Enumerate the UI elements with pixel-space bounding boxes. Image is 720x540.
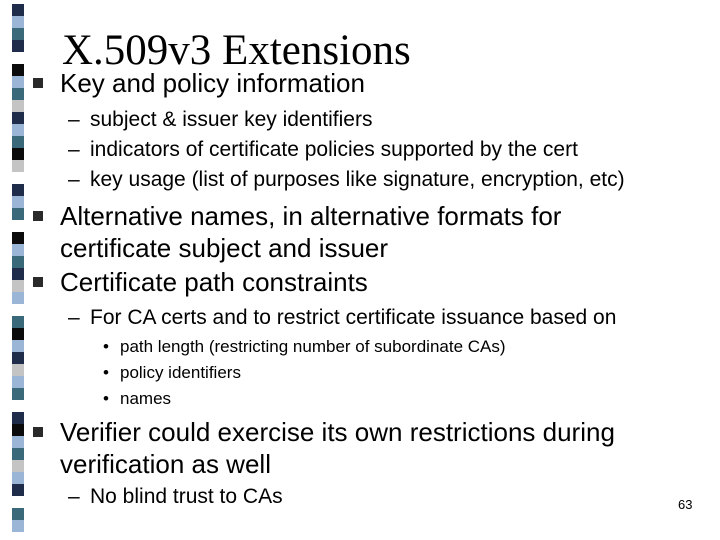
strip-square: [12, 364, 24, 376]
strip-square: [12, 184, 24, 196]
strip-square: [12, 4, 24, 16]
bullet-item: [60, 67, 680, 99]
strip-square: [12, 400, 24, 412]
slide-title: X.509v3 Extensions: [62, 27, 411, 74]
strip-square: [12, 448, 24, 460]
strip-square: [12, 160, 24, 172]
dash-icon: –: [68, 168, 80, 191]
strip-square: [12, 460, 24, 472]
strip-square: [12, 124, 24, 136]
sub-bullet-item: [68, 165, 625, 195]
strip-square: [12, 64, 24, 76]
strip-square: [12, 232, 24, 244]
square-bullet-icon: [33, 211, 43, 221]
strip-square: [12, 496, 24, 508]
decorative-side-strip: [0, 0, 24, 540]
dash-icon: –: [68, 306, 80, 329]
bullet-item: [60, 266, 680, 298]
strip-square: [12, 268, 24, 280]
strip-square: [12, 100, 24, 112]
strip-square: [12, 280, 24, 292]
dot-bullet-icon: •: [103, 363, 109, 382]
sub-sub-bullet-item: [103, 334, 506, 360]
strip-square: [12, 340, 24, 352]
strip-square: [12, 292, 24, 304]
strip-square: [12, 412, 24, 424]
bullet-text: Verifier could exercise its own restrictions during verification as well: [60, 417, 615, 479]
strip-square: [12, 244, 24, 256]
sub-bullet-text: No blind trust to CAs: [90, 485, 283, 508]
bullet-item: [60, 200, 620, 264]
strip-square: [12, 196, 24, 208]
square-bullet-icon: [33, 277, 43, 287]
strip-square: [12, 148, 24, 160]
sub-bullet-item: [68, 135, 578, 165]
strip-square: [12, 28, 24, 40]
strip-square: [12, 484, 24, 496]
sub-sub-bullet-item: [103, 386, 171, 412]
sub-bullet-item: [68, 482, 283, 512]
square-bullet-icon: [33, 78, 43, 88]
strip-square: [12, 52, 24, 64]
strip-square: [12, 520, 24, 532]
sub-sub-bullet-text: policy identifiers: [120, 363, 241, 382]
sub-bullet-text: key usage (list of purposes like signature, encryption, etc): [90, 168, 625, 191]
strip-square: [12, 40, 24, 52]
bullet-text: Key and policy information: [60, 68, 365, 98]
dot-bullet-icon: •: [103, 337, 109, 356]
sub-bullet-text: For CA certs and to restrict certificate issuance based on: [90, 306, 617, 329]
strip-square: [12, 328, 24, 340]
strip-square: [12, 424, 24, 436]
strip-square: [12, 172, 24, 184]
strip-square: [12, 16, 24, 28]
dash-icon: –: [68, 485, 80, 508]
square-bullet-icon: [33, 427, 43, 437]
strip-square: [12, 436, 24, 448]
sub-sub-bullet-text: path length (restricting number of subordinate CAs): [120, 337, 506, 356]
strip-square: [12, 256, 24, 268]
dash-icon: –: [68, 138, 80, 161]
dash-icon: –: [68, 108, 80, 131]
bullet-item: [60, 416, 690, 480]
sub-bullet-item: [68, 303, 616, 333]
bullet-text: Alternative names, in alternative formats for certificate subject and issuer: [60, 201, 562, 263]
strip-square: [12, 472, 24, 484]
strip-square: [12, 88, 24, 100]
strip-square: [12, 376, 24, 388]
sub-bullet-text: subject & issuer key identifiers: [90, 108, 373, 131]
sub-bullet-item: [68, 105, 372, 135]
strip-square: [12, 76, 24, 88]
sub-sub-bullet-text: names: [120, 389, 172, 408]
page-number: 63: [678, 497, 693, 512]
strip-square: [12, 352, 24, 364]
strip-square: [12, 304, 24, 316]
strip-square: [12, 208, 24, 220]
strip-square: [12, 220, 24, 232]
dot-bullet-icon: •: [103, 389, 109, 408]
strip-square: [12, 112, 24, 124]
sub-sub-bullet-item: [103, 360, 241, 386]
strip-square: [12, 388, 24, 400]
strip-square: [12, 508, 24, 520]
strip-square: [12, 316, 24, 328]
sub-bullet-text: indicators of certificate policies supported by the cert: [90, 138, 578, 161]
bullet-text: Certificate path constraints: [60, 267, 368, 297]
strip-square: [12, 136, 24, 148]
